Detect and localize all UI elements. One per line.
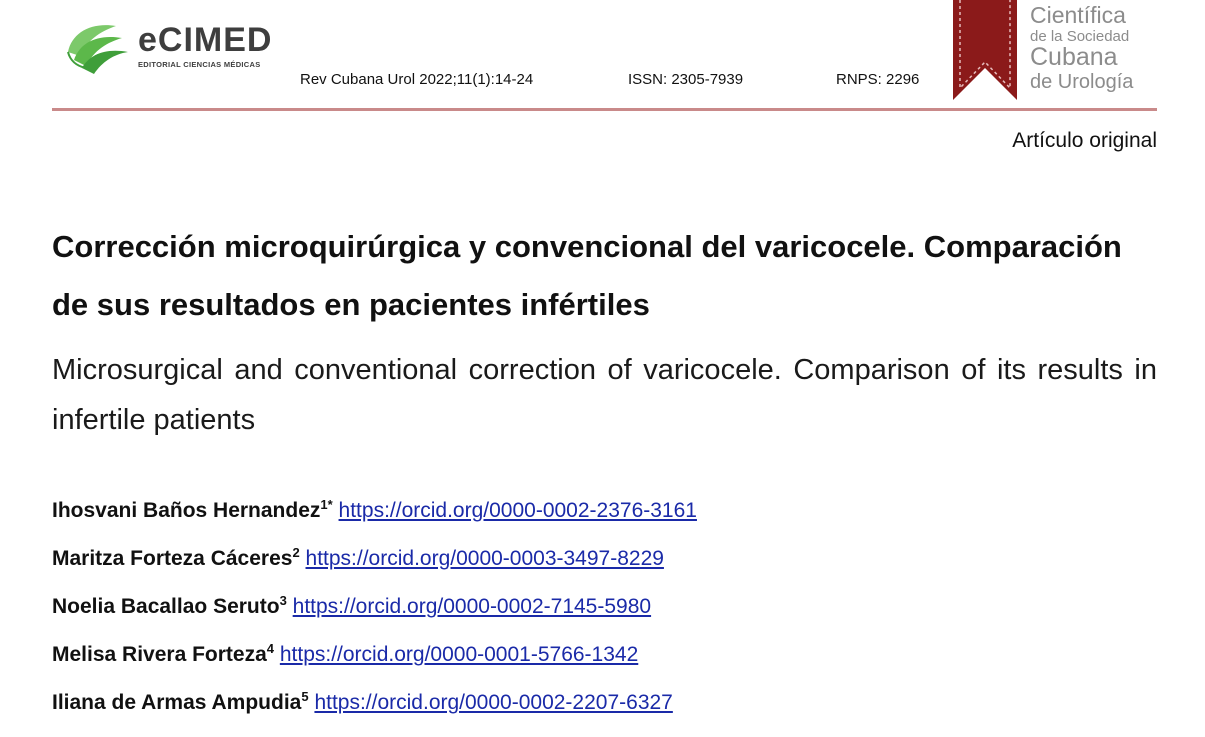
- author-affiliation: 2: [292, 545, 300, 560]
- author-item: [52, 641, 697, 689]
- title-english: Microsurgical and conventional correction of varicocele. Comparison of its results in infertile patients: [52, 354, 1157, 436]
- author-item: [52, 689, 697, 737]
- author-name: Iliana de Armas Ampudia: [52, 691, 302, 714]
- author-name: Melisa Rivera Forteza: [52, 643, 267, 666]
- author-affiliation: 1*: [320, 497, 333, 512]
- orcid-link[interactable]: https://orcid.org/0000-0003-3497-8229: [305, 547, 664, 570]
- author-affiliation: 5: [301, 689, 309, 704]
- author-affiliation: 4: [266, 641, 274, 656]
- orcid-link[interactable]: https://orcid.org/0000-0002-2376-3161: [338, 499, 697, 522]
- society-line-3: Cubana: [1030, 43, 1118, 71]
- society-line-4: de Urología: [1030, 71, 1134, 93]
- publisher-brand: eCIMED: [138, 21, 273, 59]
- publisher-logo: [64, 14, 294, 78]
- title-spanish: Corrección microquirúrgica y convencional del varicocele. Comparación de sus resultados en pacientes infértiles: [52, 229, 1122, 322]
- author-item: [52, 593, 697, 641]
- article-type: Artículo original: [1012, 129, 1157, 152]
- author-list: [52, 497, 697, 737]
- journal-reference: Rev Cubana Urol 2022;11(1):14-24: [300, 71, 534, 88]
- author-affiliation: 3: [279, 593, 287, 608]
- orcid-link[interactable]: https://orcid.org/0000-0002-2207-6327: [314, 691, 673, 714]
- orcid-link[interactable]: https://orcid.org/0000-0001-5766-1342: [279, 643, 639, 666]
- publisher-subtitle: EDITORIAL CIENCIAS MÉDICAS: [138, 60, 261, 69]
- society-line-1: Científica: [1030, 2, 1126, 28]
- book-leaf-icon: [64, 16, 132, 76]
- author-name: Ihosvani Baños Hernandez: [52, 499, 321, 522]
- author-name: Maritza Forteza Cáceres: [52, 547, 293, 570]
- author-item: [52, 497, 697, 545]
- orcid-link[interactable]: https://orcid.org/0000-0002-7145-5980: [292, 595, 652, 618]
- author-item: [52, 545, 697, 593]
- issn: ISSN: 2305-7939: [628, 71, 744, 88]
- header-divider: [52, 108, 1157, 111]
- ribbon-bookmark-icon: [953, 0, 1017, 104]
- author-name: Noelia Bacallao Seruto: [52, 595, 280, 618]
- rnps: RNPS: 2296: [836, 71, 920, 88]
- society-line-2: de la Sociedad: [1030, 28, 1130, 45]
